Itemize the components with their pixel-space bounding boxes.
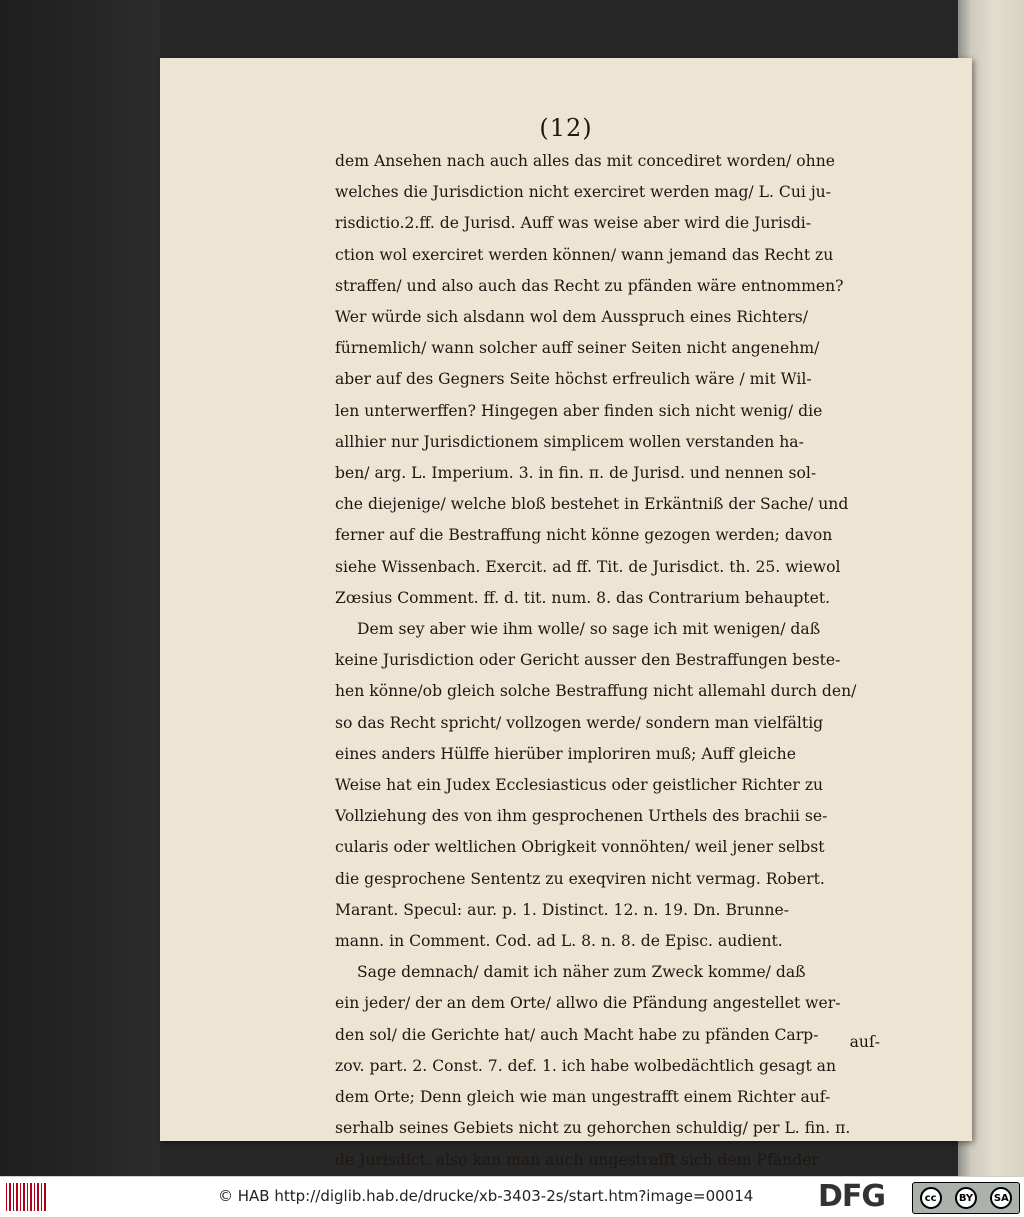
catchword: auſ- [849, 1033, 880, 1051]
text-line: Sage demnach/ damit ich näher zum Zweck komme/ daß [357, 963, 806, 982]
text-line: fürnemlich/ wann solcher auff seiner Seiten nicht angenehm/ [335, 339, 820, 358]
cc-sa-icon: SA [990, 1187, 1012, 1209]
text-line: che diejenige/ welche bloß bestehet in Erkäntniß der Sache/ und [335, 495, 849, 514]
text-line: keine Jurisdiction oder Gericht ausser den Bestraffungen beste- [335, 651, 841, 670]
text-line: Zœsius Comment. ff. d. tit. num. 8. das Contrarium behauptet. [335, 588, 831, 607]
page-text-block [335, 146, 880, 1176]
text-line: eines anders Hülffe hierüber imploriren muß; Auff gleiche [335, 744, 796, 763]
text-line: serhalb seines Gebiets nicht zu gehorchen schuldig/ per L. fin. π. [335, 1119, 851, 1138]
book-page [160, 58, 972, 1169]
text-line: ein jeder/ der an dem Orte/ allwo die Pfändung angestellet wer- [335, 994, 841, 1013]
text-line: aber auf des Gegners Seite höchst erfreulich wäre / mit Wil- [335, 370, 812, 389]
page-number: (12) [539, 114, 593, 142]
text-line: len unterwerffen? Hingegen aber finden sich nicht wenig/ die [335, 401, 823, 420]
text-line: de Jurisdict. also kan man auch ungestrafft sich dem Pfänder [335, 1150, 819, 1169]
text-line: straffen/ und also auch das Recht zu pfänden wäre entnommen? [335, 276, 844, 295]
copyright-link[interactable]: © HAB http://diglib.hab.de/drucke/xb-3403-2s/start.htm?image=00014 [218, 1187, 754, 1205]
text-line: hen könne/ob gleich solche Bestraffung nicht allemahl durch den/ [335, 682, 857, 701]
text-line: dem Ansehen nach auch alles das mit concediret worden/ ohne [335, 152, 835, 170]
text-line: welches die Jurisdiction nicht exerciret werden mag/ L. Cui ju- [335, 183, 831, 202]
text-line: zov. part. 2. Const. 7. def. 1. ich habe wolbedächtlich gesagt an [335, 1056, 837, 1075]
dfg-logo: DFG [818, 1179, 886, 1214]
text-line: ction wol exerciret werden können/ wann jemand das Recht zu [335, 245, 834, 264]
cc-icon: cc [920, 1187, 942, 1209]
text-line: den sol/ die Gerichte hat/ auch Macht habe zu pfänden Carp- [335, 1025, 819, 1044]
book-cover-board [0, 0, 160, 1176]
text-line: cularis oder weltlichen Obrigkeit vonnöhten/ weil jener selbst [335, 838, 825, 857]
text-line: siehe Wissenbach. Exercit. ad ff. Tit. de Jurisdict. th. 25. wiewol [335, 557, 841, 576]
text-line: so das Recht spricht/ vollzogen werde/ sondern man vielfältig [335, 713, 824, 732]
text-line: Dem sey aber wie ihm wolle/ so sage ich mit wenigen/ daß [357, 620, 821, 639]
text-line: Wer würde sich alsdann wol dem Ausspruch eines Richters/ [335, 308, 809, 327]
text-line: ferner auf die Bestraffung nicht könne gezogen werden; davon [335, 526, 833, 545]
text-line: allhier nur Jurisdictionem simplicem wollen verstanden ha- [335, 432, 804, 451]
viewer-footer [0, 1176, 1024, 1217]
cc-by-icon: BY [955, 1187, 977, 1209]
text-line: mann. in Comment. Cod. ad L. 8. n. 8. de Episc. audient. [335, 932, 783, 951]
text-line: Vollziehung des von ihm gesprochenen Urthels des brachii se- [335, 807, 828, 826]
text-line: dem Orte; Denn gleich wie man ungestrafft einem Richter auf- [335, 1088, 831, 1107]
creative-commons-badge[interactable] [912, 1182, 1020, 1214]
text-line: risdictio.2.ff. de Jurisd. Auff was weise aber wird die Jurisdi- [335, 214, 812, 233]
hab-logo-icon [6, 1183, 46, 1211]
text-line: ben/ arg. L. Imperium. 3. in fin. π. de Jurisd. und nennen sol- [335, 464, 817, 483]
text-line: Weise hat ein Judex Ecclesiasticus oder geistlicher Richter zu [335, 776, 824, 795]
text-line: Marant. Specul: aur. p. 1. Distinct. 12. n. 19. Dn. Brunne- [335, 900, 789, 919]
text-line: die gesprochene Sententz zu exeqviren nicht vermag. Robert. [335, 869, 825, 888]
